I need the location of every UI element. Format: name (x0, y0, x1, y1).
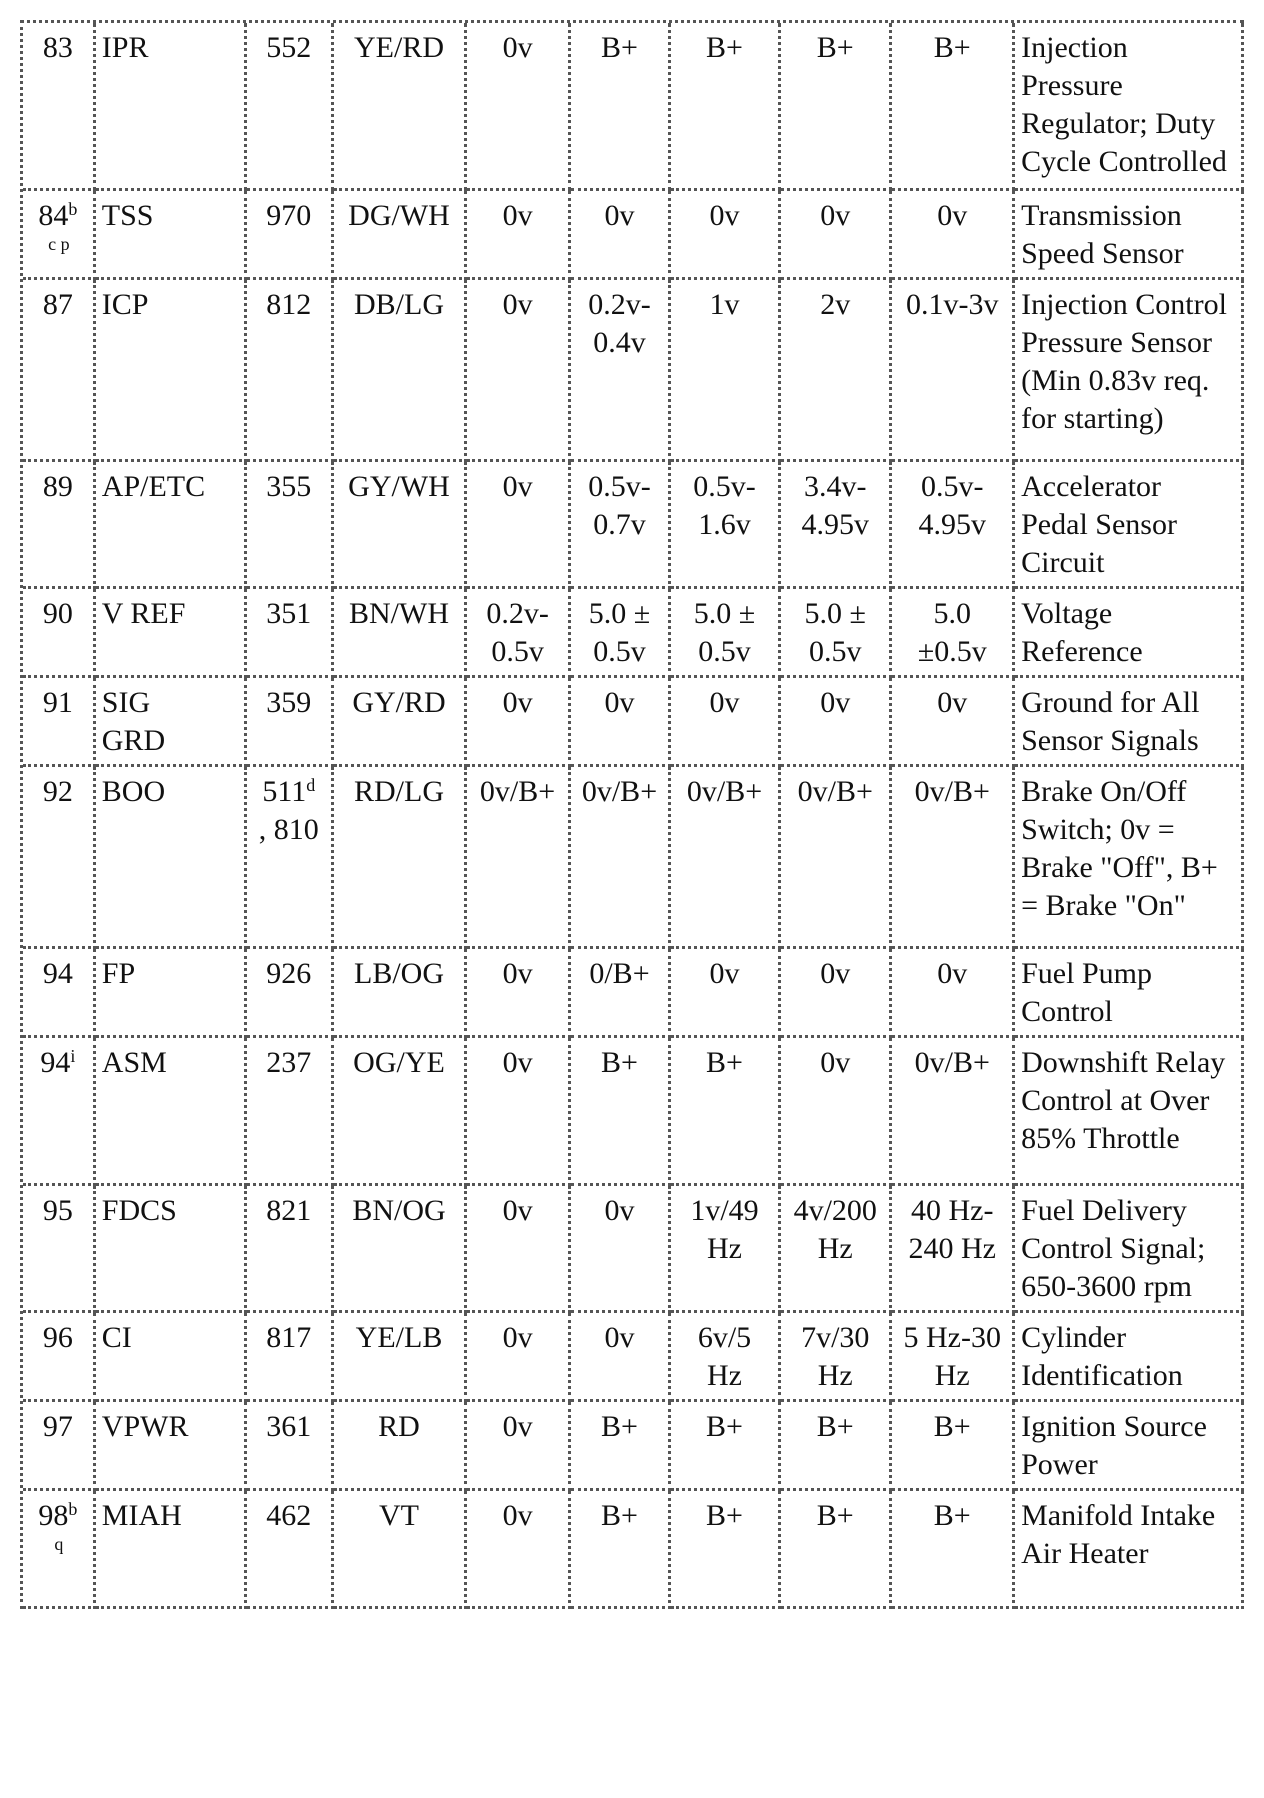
pin-number-cell (23, 767, 96, 949)
signal-acronym: MIAH (96, 1491, 247, 1609)
table-row (23, 1491, 1244, 1609)
voltage-value-5: 0v (892, 949, 1015, 1038)
wire-color: BN/OG (334, 1186, 467, 1313)
voltage-value-2: B+ (571, 1038, 671, 1186)
voltage-value-1: 0v (467, 1491, 571, 1609)
pin-number: 87 (42, 288, 73, 321)
circuit-number-extra: , 810 (258, 813, 319, 846)
circuit-number: 237 (266, 1046, 312, 1079)
voltage-value-3: B+ (671, 1038, 781, 1186)
pin-number: 96 (42, 1321, 73, 1354)
voltage-value-4: 4v/200 Hz (781, 1186, 892, 1313)
circuit-number: 821 (266, 1194, 312, 1227)
circuit-number: 355 (266, 470, 312, 503)
table-row (23, 949, 1244, 1038)
signal-acronym: BOO (96, 767, 247, 949)
pin-number-cell (23, 678, 96, 767)
circuit-number: 351 (266, 597, 312, 630)
table-row (23, 767, 1244, 949)
pin-voltage-table (20, 20, 1244, 1609)
wire-color: GY/WH (334, 462, 467, 589)
pin-number: 84 (38, 199, 69, 232)
table-body (23, 23, 1244, 1609)
voltage-value-1: 0v (467, 462, 571, 589)
voltage-value-2: 0/B+ (571, 949, 671, 1038)
signal-acronym: VPWR (96, 1402, 247, 1491)
voltage-value-1: 0v (467, 191, 571, 280)
table-row (23, 280, 1244, 462)
table-row (23, 1402, 1244, 1491)
voltage-value-3: 6v/5 Hz (671, 1313, 781, 1402)
circuit-number-cell (247, 1402, 334, 1491)
voltage-value-4: 2v (781, 280, 892, 462)
pin-number-cell (23, 280, 96, 462)
circuit-number-cell (247, 1038, 334, 1186)
table-row (23, 1313, 1244, 1402)
circuit-number: 970 (266, 199, 312, 232)
pin-footnote-note: q (54, 1534, 64, 1554)
signal-description: Voltage Reference (1015, 589, 1244, 678)
pin-number-cell (23, 1402, 96, 1491)
table-wrapper (20, 20, 1244, 1609)
voltage-value-5: B+ (892, 1402, 1015, 1491)
pin-number-cell (23, 462, 96, 589)
voltage-value-5: 40 Hz- 240 Hz (892, 1186, 1015, 1313)
signal-acronym: TSS (96, 191, 247, 280)
voltage-value-1: 0v (467, 1402, 571, 1491)
voltage-value-1: 0v (467, 280, 571, 462)
circuit-number-cell (247, 191, 334, 280)
pin-number: 83 (42, 31, 73, 64)
voltage-value-5: 0v (892, 678, 1015, 767)
voltage-value-4: 5.0 ± 0.5v (781, 589, 892, 678)
circuit-number-cell (247, 462, 334, 589)
signal-description: Injection Control Pressure Sensor (Min 0.83v req. for starting) (1015, 280, 1244, 462)
pin-number: 94 (42, 957, 73, 990)
voltage-value-4: B+ (781, 1491, 892, 1609)
voltage-value-3: 0v (671, 949, 781, 1038)
voltage-value-2: 0.2v- 0.4v (571, 280, 671, 462)
circuit-number-cell (247, 280, 334, 462)
voltage-value-4: 7v/30 Hz (781, 1313, 892, 1402)
wire-color: BN/WH (334, 589, 467, 678)
wire-color: GY/RD (334, 678, 467, 767)
voltage-value-1: 0v (467, 1186, 571, 1313)
circuit-number-cell (247, 1491, 334, 1609)
voltage-value-4: 0v/B+ (781, 767, 892, 949)
voltage-value-3: 0v/B+ (671, 767, 781, 949)
signal-acronym: FDCS (96, 1186, 247, 1313)
voltage-value-4: 0v (781, 949, 892, 1038)
pin-number: 92 (42, 775, 73, 808)
voltage-value-5: B+ (892, 23, 1015, 191)
voltage-value-3: 0.5v- 1.6v (671, 462, 781, 589)
pin-number-cell (23, 949, 96, 1038)
pin-number-cell (23, 1313, 96, 1402)
voltage-value-2: 0.5v- 0.7v (571, 462, 671, 589)
signal-description: Ignition Source Power (1015, 1402, 1244, 1491)
voltage-value-2: 0v (571, 678, 671, 767)
voltage-value-4: 0v (781, 1038, 892, 1186)
voltage-value-5: 0.5v- 4.95v (892, 462, 1015, 589)
circuit-number: 361 (266, 1410, 312, 1443)
voltage-value-3: B+ (671, 23, 781, 191)
wire-color: RD (334, 1402, 467, 1491)
pin-number-cell (23, 1038, 96, 1186)
voltage-value-1: 0v (467, 1313, 571, 1402)
pin-number-cell (23, 191, 96, 280)
voltage-value-2: B+ (571, 1491, 671, 1609)
circuit-number: 817 (266, 1321, 312, 1354)
signal-acronym: ICP (96, 280, 247, 462)
voltage-value-1: 0v (467, 678, 571, 767)
voltage-value-3: 5.0 ± 0.5v (671, 589, 781, 678)
pin-number-cell (23, 1491, 96, 1609)
wire-color: OG/YE (334, 1038, 467, 1186)
voltage-value-3: B+ (671, 1491, 781, 1609)
voltage-value-2: B+ (571, 23, 671, 191)
pin-footnote-note: c p (48, 234, 70, 254)
wire-color: DB/LG (334, 280, 467, 462)
table-row (23, 23, 1244, 191)
voltage-value-1: 0v (467, 1038, 571, 1186)
signal-description: Manifold Intake Air Heater (1015, 1491, 1244, 1609)
pin-number-cell (23, 23, 96, 191)
wire-color: YE/LB (334, 1313, 467, 1402)
table-row (23, 1038, 1244, 1186)
voltage-value-4: 3.4v- 4.95v (781, 462, 892, 589)
voltage-value-3: 1v (671, 280, 781, 462)
signal-description: Accelerator Pedal Sensor Circuit (1015, 462, 1244, 589)
pin-number: 94 (40, 1046, 71, 1079)
circuit-number-cell (247, 767, 334, 949)
voltage-value-1: 0.2v- 0.5v (467, 589, 571, 678)
pin-footnote-marker: b (68, 1499, 78, 1519)
wire-color: RD/LG (334, 767, 467, 949)
circuit-number-cell (247, 949, 334, 1038)
voltage-value-3: 1v/49 Hz (671, 1186, 781, 1313)
voltage-value-2: 0v (571, 1186, 671, 1313)
table-row (23, 678, 1244, 767)
voltage-value-4: 0v (781, 191, 892, 280)
voltage-value-2: 0v (571, 1313, 671, 1402)
wire-color: YE/RD (334, 23, 467, 191)
signal-acronym: ASM (96, 1038, 247, 1186)
wire-color: LB/OG (334, 949, 467, 1038)
circuit-number-cell (247, 1186, 334, 1313)
signal-description: Fuel Pump Control (1015, 949, 1244, 1038)
voltage-value-3: 0v (671, 678, 781, 767)
signal-description: Brake On/Off Switch; 0v = Brake "Off", B+ = Brake "On" (1015, 767, 1244, 949)
circuit-number: 552 (266, 31, 312, 64)
voltage-value-3: B+ (671, 1402, 781, 1491)
pin-number: 90 (42, 597, 73, 630)
signal-description: Fuel Delivery Control Signal; 650-3600 rpm (1015, 1186, 1244, 1313)
signal-acronym: AP/ETC (96, 462, 247, 589)
voltage-value-5: 0v/B+ (892, 767, 1015, 949)
voltage-value-5: 0v (892, 191, 1015, 280)
pin-number: 98 (38, 1499, 69, 1532)
wire-color: DG/WH (334, 191, 467, 280)
voltage-value-2: 0v (571, 191, 671, 280)
signal-acronym: FP (96, 949, 247, 1038)
voltage-value-3: 0v (671, 191, 781, 280)
signal-description: Ground for All Sensor Signals (1015, 678, 1244, 767)
signal-acronym: IPR (96, 23, 247, 191)
voltage-value-2: B+ (571, 1402, 671, 1491)
pin-number: 95 (42, 1194, 73, 1227)
voltage-value-1: 0v (467, 23, 571, 191)
voltage-value-5: B+ (892, 1491, 1015, 1609)
voltage-value-1: 0v (467, 949, 571, 1038)
table-row (23, 462, 1244, 589)
voltage-value-4: B+ (781, 23, 892, 191)
circuit-number: 462 (266, 1499, 312, 1532)
pin-number: 91 (42, 686, 73, 719)
voltage-value-5: 5.0 ±0.5v (892, 589, 1015, 678)
circuit-number-cell (247, 1313, 334, 1402)
pin-number: 89 (42, 470, 73, 503)
voltage-value-4: 0v (781, 678, 892, 767)
circuit-number: 359 (266, 686, 312, 719)
signal-acronym: V REF (96, 589, 247, 678)
circuit-number-cell (247, 23, 334, 191)
wire-color: VT (334, 1491, 467, 1609)
table-row (23, 191, 1244, 280)
circuit-number: 812 (266, 288, 312, 321)
voltage-value-5: 5 Hz-30 Hz (892, 1313, 1015, 1402)
signal-acronym: SIG GRD (96, 678, 247, 767)
voltage-value-1: 0v/B+ (467, 767, 571, 949)
table-row (23, 1186, 1244, 1313)
signal-description: Transmission Speed Sensor (1015, 191, 1244, 280)
signal-description: Downshift Relay Control at Over 85% Throttle (1015, 1038, 1244, 1186)
signal-acronym: CI (96, 1313, 247, 1402)
signal-description: Cylinder Identification (1015, 1313, 1244, 1402)
voltage-value-2: 0v/B+ (571, 767, 671, 949)
voltage-value-2: 5.0 ± 0.5v (571, 589, 671, 678)
voltage-value-4: B+ (781, 1402, 892, 1491)
pin-footnote-marker: b (68, 199, 78, 219)
voltage-value-5: 0v/B+ (892, 1038, 1015, 1186)
pin-number-cell (23, 589, 96, 678)
signal-description: Injection Pressure Regulator; Duty Cycle Controlled (1015, 23, 1244, 191)
circuit-number-cell (247, 678, 334, 767)
pin-footnote-marker: i (70, 1046, 76, 1066)
circuit-number-cell (247, 589, 334, 678)
circuit-number: 511 (262, 775, 307, 808)
circuit-number: 926 (266, 957, 312, 990)
voltage-value-5: 0.1v-3v (892, 280, 1015, 462)
pin-number-cell (23, 1186, 96, 1313)
table-row (23, 589, 1244, 678)
circuit-footnote-marker: d (306, 775, 316, 795)
pin-number: 97 (42, 1410, 73, 1443)
